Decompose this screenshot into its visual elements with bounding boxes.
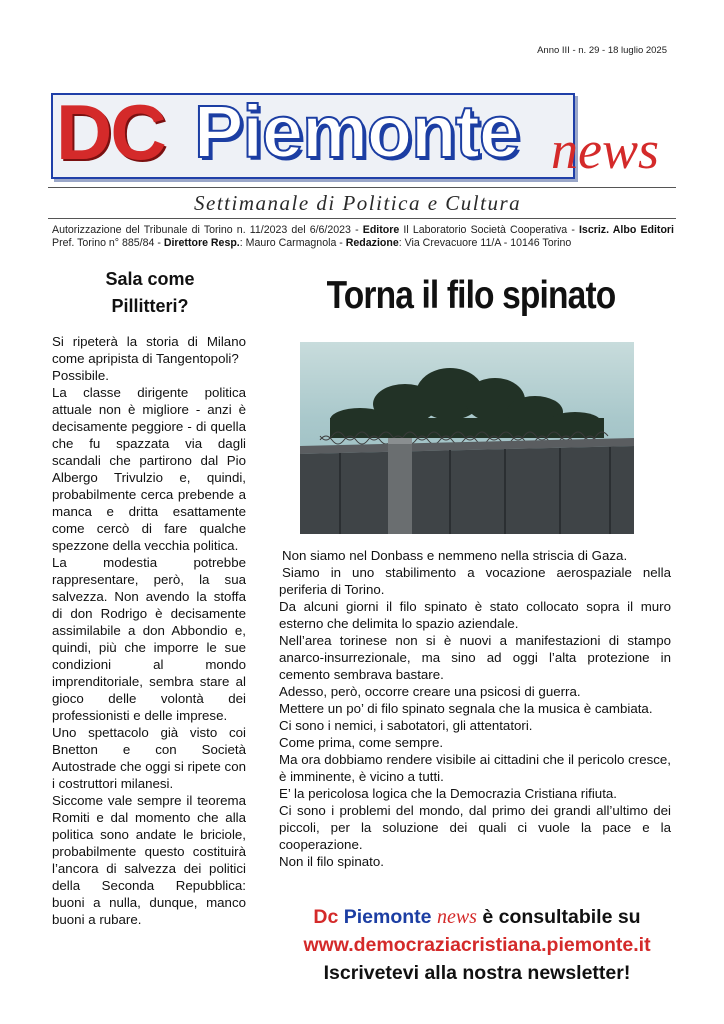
paragraph: Non siamo nel Donbass e nemmeno nella striscia di Gaza. [282, 548, 628, 563]
left-article-body [52, 333, 246, 928]
logo-news: news [551, 120, 659, 180]
paragraph: Ma ora dobbiamo rendere visibile ai cittadini che il pericolo cresce, è imminente, è vicino a tutti. [279, 752, 671, 784]
paragraph: Possibile. [52, 368, 109, 383]
issue-line: Anno III - n. 29 - 18 luglio 2025 [537, 45, 667, 56]
authorization-notice: Autorizzazione del Tribunale di Torino n. 11/2023 del 6/6/2023 - Editore Il Laboratorio Società Cooperativa - Iscriz. Albo Editori Pref. Torino n° 885/84 - Direttore Resp.: Mauro Carmagnola - Redazione: Via Crevacuore 11/A - 10146 Torino [52, 224, 674, 249]
paragraph: Si ripeterà la storia di Milano come apripista di Tangentopoli? [52, 334, 246, 366]
main-article-body [279, 547, 671, 870]
paragraph: Ci sono i problemi del mondo, dal primo dei grandi all’ultimo dei piccoli, per la soluzione dei quali ci vuole la pace e la cooperazione. [279, 803, 671, 852]
paragraph: Nell’area torinese non si è nuovi a manifestazioni di stampo anarco-insurrezionale, ma sino ad oggi l’alta protezione in cemento sembrava bastare. [279, 633, 671, 682]
promo-dc: Dc [313, 906, 339, 928]
masthead-rule [48, 187, 676, 188]
tagline: Settimanale di Politica e Cultura [194, 191, 522, 215]
paragraph: Siccome vale sempre il teorema Romiti e dal momento che alla politica sono andate le briciole, probabilmente questo costituirà l’ancora di salvezza dei politici della Seconda Repubblica: buoni a nulla, dunque, manco buoni a rubare. [52, 793, 246, 927]
left-title-line: Sala come [105, 269, 195, 289]
promo-news: news [436, 906, 477, 928]
paragraph: Come prima, come sempre. [279, 735, 444, 750]
promo-url-link[interactable]: www.democraziacristiana.piemonte.it [303, 934, 651, 956]
masthead [48, 88, 676, 193]
paragraph: E’ la pericolosa logica che la Democrazia Cristiana rifiuta. [279, 786, 617, 801]
tagline-rule [48, 218, 676, 219]
paragraph: Non il filo spinato. [279, 854, 384, 869]
paragraph: Mettere un po’ di filo spinato segnala che la musica è cambiata. [279, 701, 653, 716]
logo-piemonte: Piemonte [194, 90, 520, 173]
photo-illustration [300, 342, 634, 534]
promo-subscribe: Iscrivetevi alla nostra newsletter! [323, 962, 631, 984]
paragraph: Adesso, però, occorre creare una psicosi di guerra. [279, 684, 581, 699]
promo-piemonte: Piemonte [343, 906, 432, 928]
promo-consultabile: è consultabile su [482, 906, 641, 928]
paragraph: La classe dirigente politica attuale non è migliore - anzi è decisamente peggiore - di quella che fu spazzata via dagli scandali che partirono dal Pio Albergo Trivulzio e, quindi, probabilmente cerca prebende a manca e dritta esattamente come cercò di fare qualche spezzone della vecchia politica. [52, 385, 246, 553]
paragraph: Uno spettacolo già visto coi Bnetton e con Società Autostrade che oggi si ripete con i costruttori milanesi. [52, 725, 246, 791]
paragraph: Siamo in uno stabilimento a vocazione aerospaziale nella periferia di Torino. [279, 565, 671, 597]
paragraph: Da alcuni giorni il filo spinato è stato collocato sopra il muro esterno che delimita lo spazio aziendale. [279, 599, 671, 631]
left-title-line: Pillitteri? [111, 296, 189, 316]
logo-dc: DC [56, 88, 165, 176]
main-headline: Torna il filo spinato [326, 274, 616, 317]
promo-line [272, 903, 682, 931]
left-article-title [52, 266, 248, 320]
promo-box [272, 903, 682, 987]
barbed-wire-wall-photo [300, 342, 634, 534]
paragraph: La modestia potrebbe rappresentare, però, la sua salvezza. Non avendo la stoffa di don Rodrigo è decisamente assimilabile a don Abbondio e, quindi, più che imporre le sue condizioni al mondo imprenditoriale, sembra stare al gioco delle volontà dei professionisti e delle imprese. [52, 555, 246, 723]
paragraph: Ci sono i nemici, i sabotatori, gli attentatori. [279, 718, 533, 733]
